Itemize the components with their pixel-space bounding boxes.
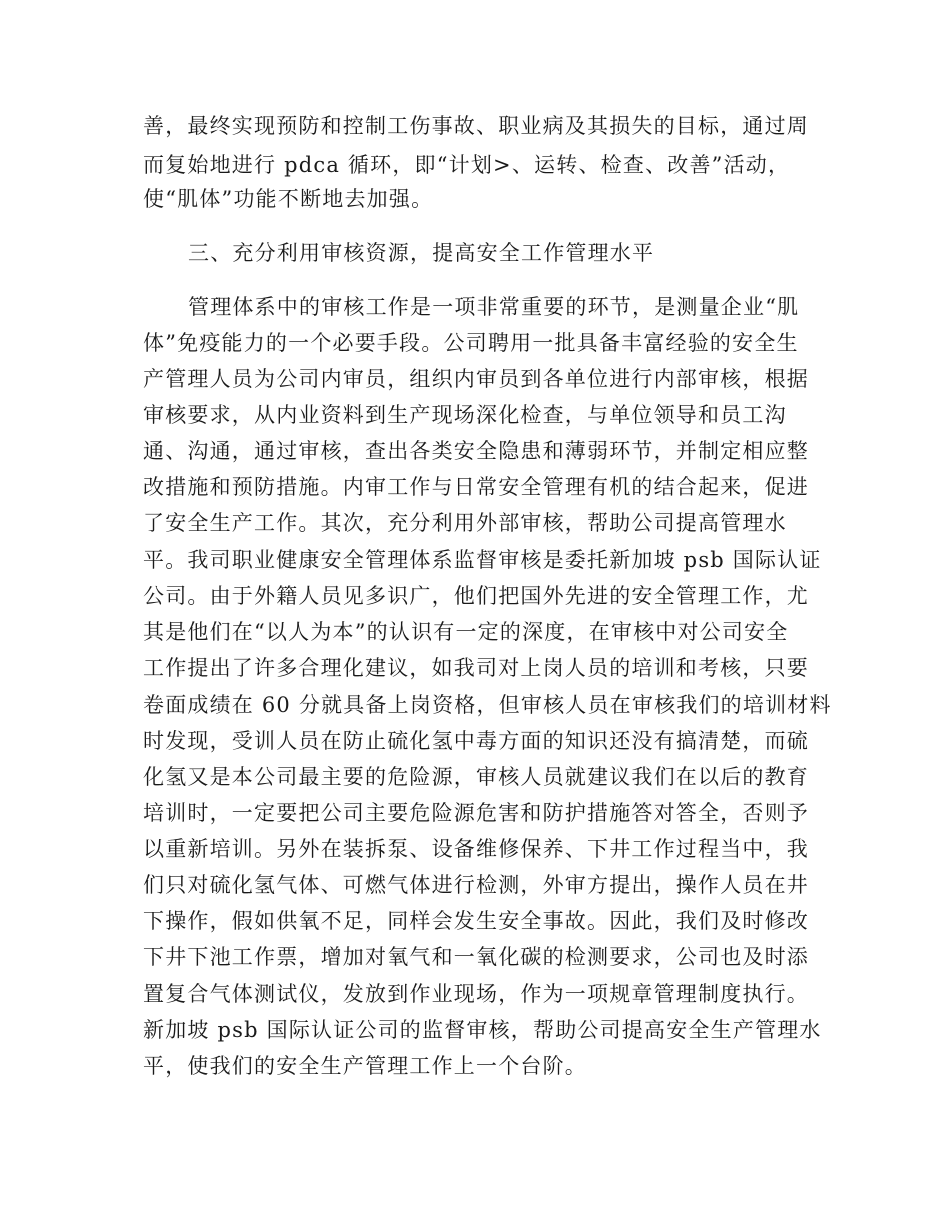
paragraph-line: 公司。由于外籍人员见多识广，他们把国外先进的安全管理工作，尤 <box>143 584 809 608</box>
paragraph-line: 改措施和预防措施。内审工作与日常安全管理有机的结合起来，促进 <box>143 475 809 499</box>
paragraph-line: 工作提出了许多合理化建议，如我司对上岗人员的培训和考核，只要 <box>143 656 809 680</box>
paragraph-line: 们只对硫化氢气体、可燃气体进行检测，外审方提出，操作人员在井 <box>143 873 809 897</box>
paragraph-line: 平。我司职业健康安全管理体系监督审核是委托新加坡 psb 国际认证 <box>143 548 822 572</box>
paragraph-line: 通、沟通，通过审核，查出各类安全隐患和薄弱环节，并制定相应整 <box>143 439 809 463</box>
section-heading: 三、充分利用审核资源，提高安全工作管理水平 <box>188 241 655 265</box>
paragraph-line: 培训时，一定要把公司主要危险源危害和防护措施答对答全，否则予 <box>143 801 809 825</box>
paragraph-line: 了安全生产工作。其次，充分利用外部审核，帮助公司提高管理水 <box>143 511 787 535</box>
paragraph-line: 产管理人员为公司内审员，组织内审员到各单位进行内部审核，根据 <box>143 367 809 391</box>
paragraph-line: 下操作，假如供氧不足，同样会发生安全事故。因此，我们及时修改 <box>143 909 809 933</box>
paragraph-line: 审核要求，从内业资料到生产现场深化检查，与单位领导和员工沟 <box>143 403 787 427</box>
paragraph-line: 管理体系中的审核工作是一项非常重要的环节，是测量企业“肌 <box>188 295 800 319</box>
paragraph-line: 平，使我们的安全生产管理工作上一个台阶。 <box>143 1054 587 1078</box>
paragraph-line: 使“肌体”功能不断地去加强。 <box>143 187 434 211</box>
paragraph-line: 善，最终实现预防和控制工伤事故、职业病及其损失的目标，通过周 <box>143 114 809 138</box>
paragraph-line: 时发现，受训人员在防止硫化氢中毒方面的知识还没有搞清楚，而硫 <box>143 729 809 753</box>
paragraph-line: 置复合气体测试仪，发放到作业现场，作为一项规章管理制度执行。 <box>143 982 809 1006</box>
paragraph-line: 下井下池工作票，增加对氧气和一氧化碳的检测要求，公司也及时添 <box>143 945 809 969</box>
paragraph-line: 卷面成绩在 60 分就具备上岗资格，但审核人员在审核我们的培训材料 <box>143 693 832 717</box>
paragraph-line: 化氢又是本公司最主要的危险源，审核人员就建议我们在以后的教育 <box>143 765 809 789</box>
paragraph-line: 而复始地进行 pdca 循环，即“计划>、运转、检查、改善”活动， <box>143 153 791 177</box>
paragraph-line: 新加坡 psb 国际认证公司的监督审核，帮助公司提高安全生产管理水 <box>143 1018 822 1042</box>
paragraph-line: 以重新培训。另外在装拆泵、设备维修保养、下井工作过程当中，我 <box>143 837 809 861</box>
paragraph-line: 其是他们在“以人为本”的认识有一定的深度，在审核中对公司安全 <box>143 620 789 644</box>
paragraph-line: 体”免疫能力的一个必要手段。公司聘用一批具备丰富经验的安全生 <box>143 331 799 355</box>
